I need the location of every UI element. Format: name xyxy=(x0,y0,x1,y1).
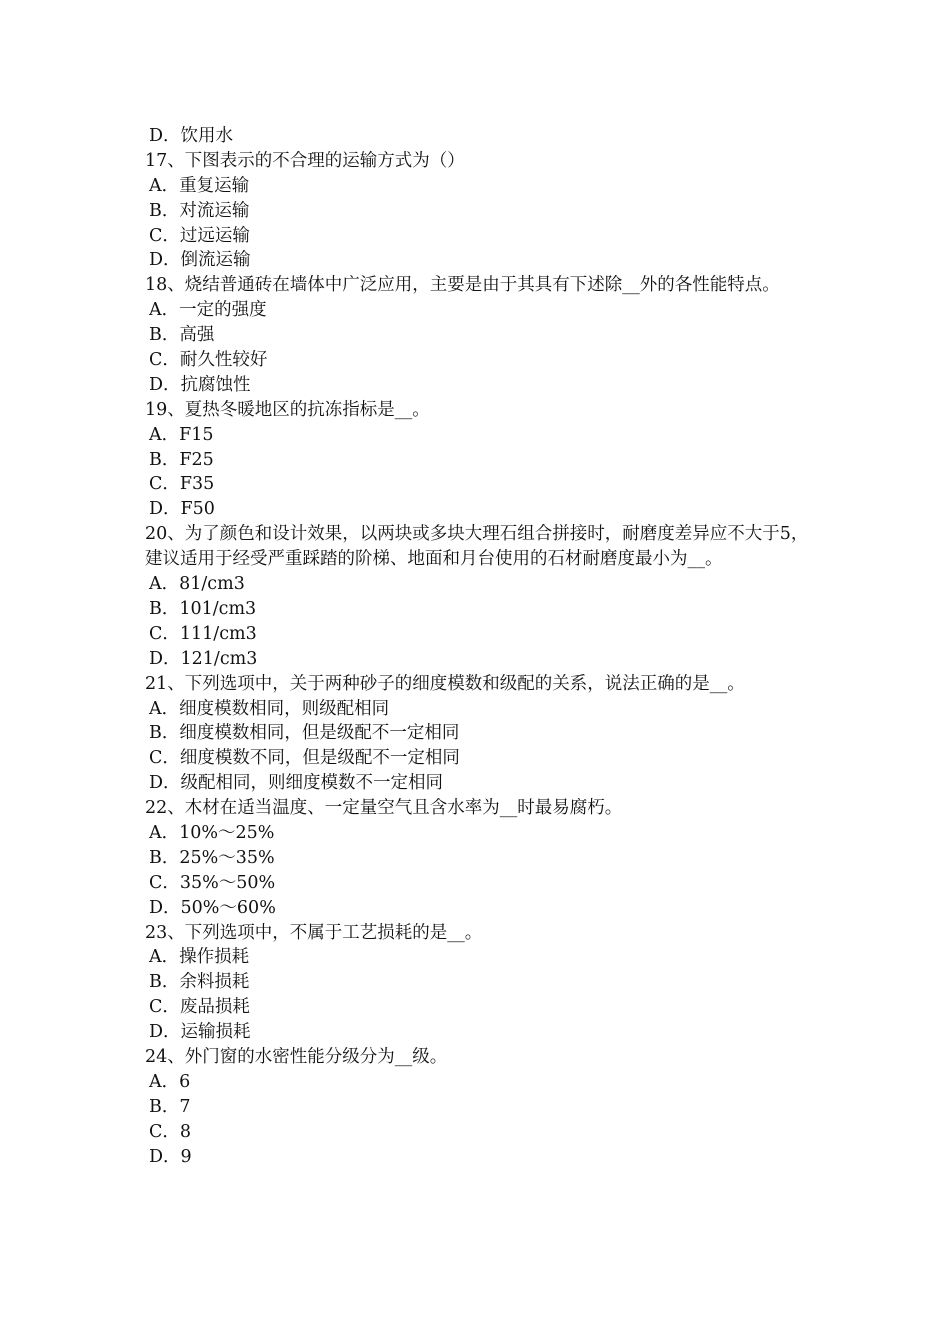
option-19-a: A．F15 xyxy=(149,424,214,445)
option-21-c: C．细度模数不同，但是级配不一定相同 xyxy=(149,748,460,769)
option-23-a: A．操作损耗 xyxy=(149,947,250,968)
option-24-b: B．7 xyxy=(149,1096,191,1117)
question-18: 18、烧结普通砖在墙体中广泛应用，主要是由于其具有下述除__外的各性能特点。 xyxy=(145,275,780,296)
option-20-d: D．121/cm3 xyxy=(149,648,258,669)
option-22-a: A．10%～25% xyxy=(149,822,275,843)
option-17-d: D．倒流运输 xyxy=(149,250,251,271)
option-23-b: B．余料损耗 xyxy=(149,972,250,993)
option-19-c: C．F35 xyxy=(149,474,215,495)
option-17-b: B．对流运输 xyxy=(149,200,250,221)
option-19-d: D．F50 xyxy=(149,499,215,520)
question-23: 23、下列选项中，不属于工艺损耗的是__。 xyxy=(145,922,483,943)
option-18-c: C．耐久性较好 xyxy=(149,350,268,371)
option-22-b: B．25%～35% xyxy=(149,847,275,868)
option-22-d: D．50%～60% xyxy=(149,897,276,918)
option-24-a: A．6 xyxy=(149,1071,191,1092)
option-17-c: C．过远运输 xyxy=(149,225,250,246)
option-24-c: C．8 xyxy=(149,1121,192,1142)
option-18-b: B．高强 xyxy=(149,325,215,346)
option-23-d: D．运输损耗 xyxy=(149,1022,251,1043)
option-20-b: B．101/cm3 xyxy=(149,598,257,619)
question-24: 24、外门窗的水密性能分级分为__级。 xyxy=(145,1047,448,1067)
option-21-a: A．细度模数相同，则级配相同 xyxy=(149,698,390,719)
option-20-a: A．81/cm3 xyxy=(149,574,245,595)
option-21-d: D．级配相同，则细度模数不一定相同 xyxy=(149,773,444,794)
option-24-d: D．9 xyxy=(149,1146,192,1167)
question-21: 21、下列选项中，关于两种砂子的细度模数和级配的关系，说法正确的是__。 xyxy=(145,673,745,694)
option-22-c: C．35%～50% xyxy=(149,872,276,893)
option-21-b: B．细度模数相同，但是级配不一定相同 xyxy=(149,723,460,744)
option-18-d: D．抗腐蚀性 xyxy=(149,374,251,395)
option-23-c: C．废品损耗 xyxy=(149,997,250,1018)
option-20-c: C．111/cm3 xyxy=(149,623,257,644)
question-20: 20、为了颜色和设计效果，以两块或多块大理石组合拼接时，耐磨度差异应不大于5，建议适用于经受严重踩踏的阶梯、地面和月台使用的石材耐磨度最小为__。 xyxy=(145,524,809,570)
option-16-d: D．饮用水 xyxy=(149,126,234,146)
question-22: 22、木材在适当温度、一定量空气且含水率为__时最易腐朽。 xyxy=(145,798,623,819)
question-list xyxy=(145,124,815,1169)
question-19: 19、夏热冬暖地区的抗冻指标是__。 xyxy=(145,399,430,420)
option-19-b: B．F25 xyxy=(149,449,214,470)
option-17-a: A．重复运输 xyxy=(149,175,250,196)
option-18-a: A．一定的强度 xyxy=(149,300,267,321)
question-17: 17、下图表示的不合理的运输方式为（） xyxy=(145,150,465,171)
